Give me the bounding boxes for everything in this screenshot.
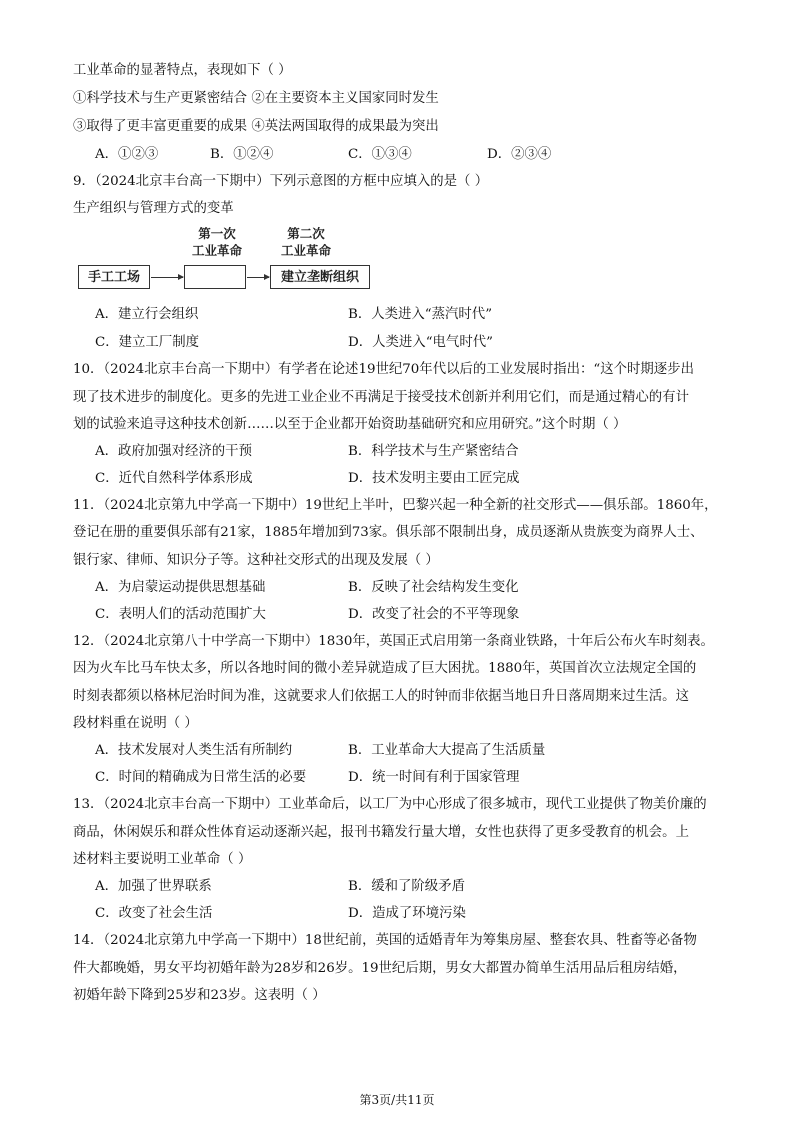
q13-line-1: 13．（2024北京丰台高一下期中）工业革命后，以工厂为中心形成了很多城市，现代工业提供了物美价廉的	[73, 797, 707, 812]
q9-option-c: C．建立工厂制度	[95, 335, 199, 350]
diagram-box-monopoly: 建立垄断组织	[270, 265, 370, 289]
diagram-head-first-revolution	[182, 225, 252, 259]
q12-line-2: 因为火车比马车快太多，所以各地时间的微小差异就造成了巨大困扰。1880年，英国首次立法规定全国的	[73, 661, 697, 676]
q10-option-c: C．近代自然科学体系形成	[95, 471, 253, 486]
q10-option-d: D．技术发明主要由工匠完成	[348, 471, 520, 486]
q10-option-b: B．科学技术与生产紧密结合	[348, 444, 519, 459]
q9-subtitle: 生产组织与管理方式的变革	[73, 201, 234, 216]
intro-option-d: D．②③④	[487, 147, 552, 162]
diagram-head-2-line-2: 工业革命	[280, 243, 331, 258]
q14-line-1: 14．（2024北京第九中学高一下期中）18世纪前，英国的适婚青年为筹集房屋、整套农具、牲畜等必备物	[73, 933, 697, 948]
q11-line-3: 银行家、律师、知识分子等。这种社交形式的出现及发展（ ）	[73, 553, 439, 568]
q12-option-d: D．统一时间有利于国家管理	[348, 770, 520, 785]
q11-option-b: B．反映了社会结构发生变化	[348, 580, 519, 595]
q11-option-a: A．为启蒙运动提供思想基础	[95, 580, 266, 595]
q10-line-3: 划的试验来追寻这种技术创新……以至于企业都开始资助基础研究和应用研究。”这个时期（ ）	[73, 417, 627, 432]
intro-items-line-1: ①科学技术与生产更紧密结合 ②在主要资本主义国家同时发生	[73, 91, 439, 106]
diagram-box-handicraft: 手工工场	[78, 265, 150, 289]
intro-items-line-2: ③取得了更丰富更重要的成果 ④英法两国取得的成果最为突出	[73, 119, 439, 134]
q9-diagram	[75, 221, 405, 291]
diagram-head-second-revolution	[271, 225, 341, 259]
q11-line-2: 登记在册的重要俱乐部有21家，1885年增加到73家。俱乐部不限制出身，成员逐渐从贵族变为商界人士、	[73, 525, 704, 540]
q9-option-b: B．人类进入“蒸汽时代”	[348, 307, 493, 322]
q12-option-b: B．工业革命大大提高了生活质量	[348, 743, 546, 758]
page-number-footer: 第3页/共11页	[359, 1093, 435, 1107]
intro-option-b: B．①②④	[210, 147, 274, 162]
q13-option-a: A．加强了世界联系	[95, 879, 212, 894]
diagram-head-1-line-1: 第一次	[198, 226, 236, 241]
diagram-arrow-1	[151, 277, 183, 278]
diagram-head-2-line-1: 第二次	[287, 226, 325, 241]
q9-option-a: A．建立行会组织	[95, 307, 199, 322]
q13-option-c: C．改变了社会生活	[95, 906, 213, 921]
q12-option-c: C．时间的精确成为日常生活的必要	[95, 770, 307, 785]
diagram-head-1-line-2: 工业革命	[191, 243, 242, 258]
intro-option-c: C．①③④	[348, 147, 412, 162]
q11-option-d: D．改变了社会的不平等现象	[348, 607, 520, 622]
q13-line-3: 述材料主要说明工业革命（ ）	[73, 852, 252, 867]
q9-stem: 9．（2024北京丰台高一下期中）下列示意图的方框中应填入的是（ ）	[73, 174, 489, 189]
diagram-box-blank	[184, 265, 246, 289]
q12-line-4: 段材料重在说明（ ）	[73, 716, 198, 731]
q14-line-3: 初婚年龄下降到25岁和23岁。这表明（ ）	[73, 988, 326, 1003]
q11-option-c: C．表明人们的活动范围扩大	[95, 607, 266, 622]
q12-line-3: 时刻表都须以格林尼治时间为准，这就要求人们依据工人的时钟而非依据当地日升日落周期来过生活。这	[73, 689, 689, 704]
q10-option-a: A．政府加强对经济的干预	[95, 444, 252, 459]
q13-option-d: D．造成了环境污染	[348, 906, 466, 921]
q12-line-1: 12．（2024北京第八十中学高一下期中）1830年，英国正式启用第一条商业铁路，十年后公布火车时刻表。	[73, 634, 714, 649]
q10-line-2: 现了技术进步的制度化。更多的先进工业企业不再满足于接受技术创新并利用它们，而是通过精心的有计	[73, 390, 689, 405]
intro-stem: 工业革命的显著特点，表现如下（ ）	[73, 63, 292, 78]
q12-option-a: A．技术发展对人类生活有所制约	[95, 743, 293, 758]
q13-option-b: B．缓和了阶级矛盾	[348, 879, 465, 894]
q10-line-1: 10．（2024北京丰台高一下期中）有学者在论述19世纪70年代以后的工业发展时指出：“这个时期逐步出	[73, 362, 694, 377]
q13-line-2: 商品，休闲娱乐和群众性体育运动逐渐兴起，报刊书籍发行量大增，女性也获得了更多受教育的机会。上	[73, 825, 689, 840]
intro-option-a: A．①②③	[95, 147, 159, 162]
q9-option-d: D．人类进入“电气时代”	[348, 335, 493, 350]
diagram-arrow-2	[247, 277, 269, 278]
q14-line-2: 件大都晚婚，男女平均初婚年龄为28岁和26岁。19世纪后期，男女大都置办简单生活用品后租房结婚，	[73, 961, 687, 976]
q11-line-1: 11．（2024北京第九中学高一下期中）19世纪上半叶，巴黎兴起一种全新的社交形式——俱乐部。1860年，	[73, 498, 718, 513]
